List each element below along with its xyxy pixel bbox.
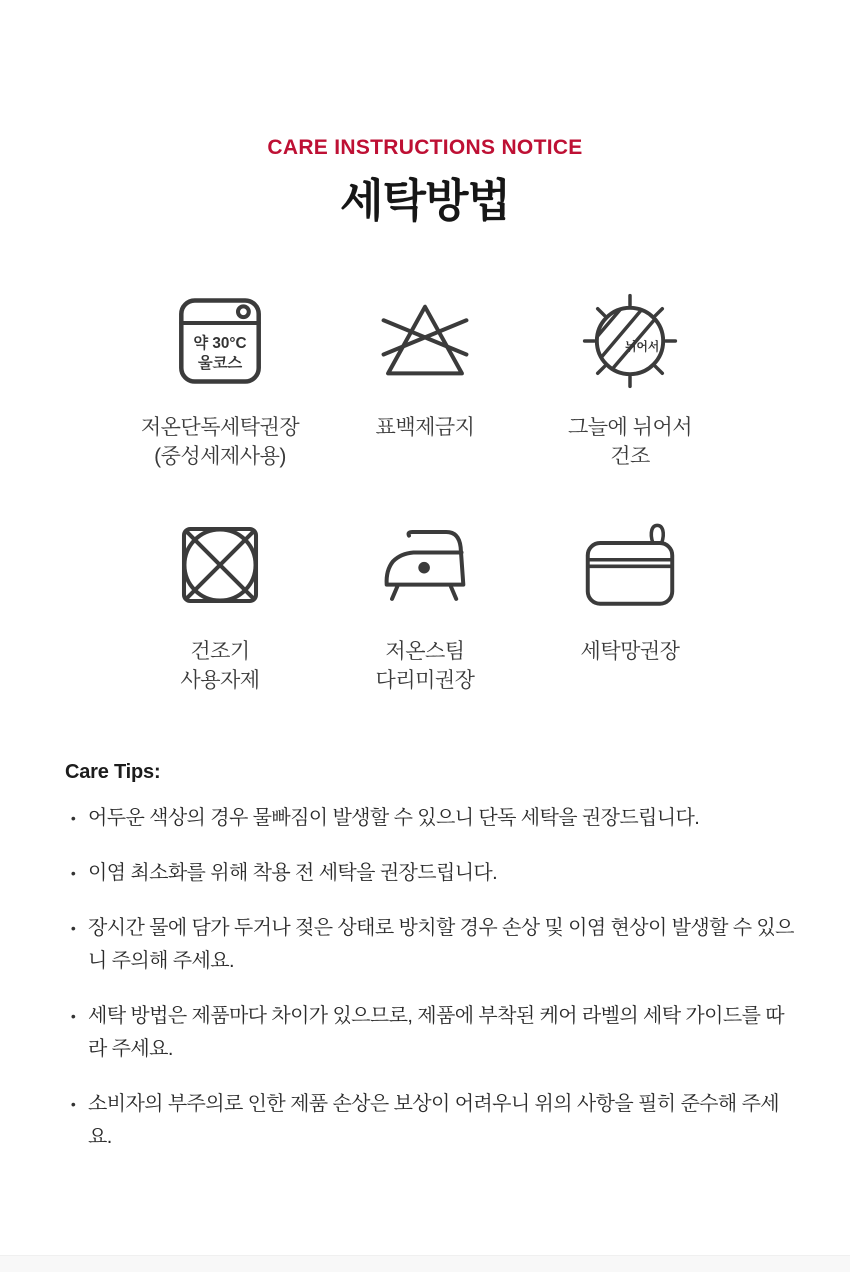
icon-label: [376, 637, 475, 695]
page-title: 세탁방법: [340, 175, 510, 226]
icon-label: [581, 637, 680, 666]
bullet-icon: •: [70, 809, 76, 826]
icon-label-line2: 건조: [610, 444, 650, 468]
bullet-icon: •: [70, 919, 76, 936]
care-icon-cell-no-tumble: [118, 519, 323, 695]
care-tip-item: [65, 1000, 802, 1066]
care-tip-text: 이염 최소화를 위해 착용 전 세탁을 권장드립니다.: [88, 861, 498, 884]
care-tip-text: 어두운 색상의 경우 물빠짐이 발생할 수 있으니 단독 세탁을 권장드립니다.: [88, 806, 700, 829]
machine-wash-icon-text-1: 약 30°C: [193, 334, 247, 352]
care-icon-cell-iron: [323, 519, 528, 695]
icon-label-line2: 다리미권장: [375, 668, 475, 692]
dry-in-shade-icon-text: 뉘어서: [625, 340, 660, 354]
care-tip-item: [65, 802, 802, 835]
care-tips-heading: Care Tips:: [65, 760, 161, 783]
care-icon-cell-dry-shade: [528, 295, 733, 471]
icon-label-line1: 표백제금지: [375, 415, 475, 439]
bullet-icon: •: [70, 1095, 76, 1112]
icon-label-line1: 저온스팀: [385, 639, 465, 663]
care-icon-grid: [118, 295, 733, 695]
care-tips-section: [0, 761, 850, 1154]
laundry-net-icon: [581, 521, 679, 609]
icon-label-line2: 사용자제: [180, 668, 260, 692]
iron-icon: [376, 520, 474, 610]
icon-label: [376, 413, 475, 442]
bullet-icon: •: [70, 864, 76, 881]
care-tip-item: [65, 1088, 802, 1154]
dry-in-shade-icon: [582, 293, 678, 389]
care-tip-text: 세탁 방법은 제품마다 차이가 있으므로, 제품에 부착된 케어 라벨의 세탁 가이드를 따라 주세요.: [88, 1004, 784, 1060]
care-tip-text: 장시간 물에 담가 두거나 젖은 상태로 방치할 경우 손상 및 이염 현상이 발생할 수 있으니 주의해 주세요.: [88, 916, 794, 972]
eyebrow-title: CARE INSTRUCTIONS NOTICE: [267, 136, 583, 159]
care-icon-cell-machine-wash: [118, 295, 323, 471]
no-tumble-dry-icon: [175, 520, 265, 610]
machine-wash-icon: [175, 296, 265, 386]
care-icon-cell-no-bleach: [323, 295, 528, 471]
icon-label-line1: 건조기: [190, 639, 250, 663]
bullet-icon: •: [70, 1007, 76, 1024]
icon-label: [180, 637, 259, 695]
machine-wash-icon-text-2: 울코스: [197, 354, 243, 372]
care-icon-cell-laundry-net: [528, 519, 733, 695]
care-tip-item: [65, 912, 802, 978]
no-bleach-icon: [379, 296, 471, 386]
icon-label-line1: 저온단독세탁권장: [140, 415, 300, 439]
care-tip-item: [65, 857, 802, 890]
care-tip-text: 소비자의 부주의로 인한 제품 손상은 보상이 어려우니 위의 사항을 필히 준수해 주세요.: [88, 1092, 780, 1148]
icon-label: [568, 413, 692, 471]
icon-label-line2: (중성세제사용): [154, 444, 286, 468]
footer-band: [0, 1255, 850, 1272]
icon-label-line1: 세탁망권장: [580, 639, 680, 663]
icon-label-line1: 그늘에 뉘어서: [567, 415, 693, 439]
care-tips-list: [65, 802, 802, 1154]
icon-label: [141, 413, 299, 471]
